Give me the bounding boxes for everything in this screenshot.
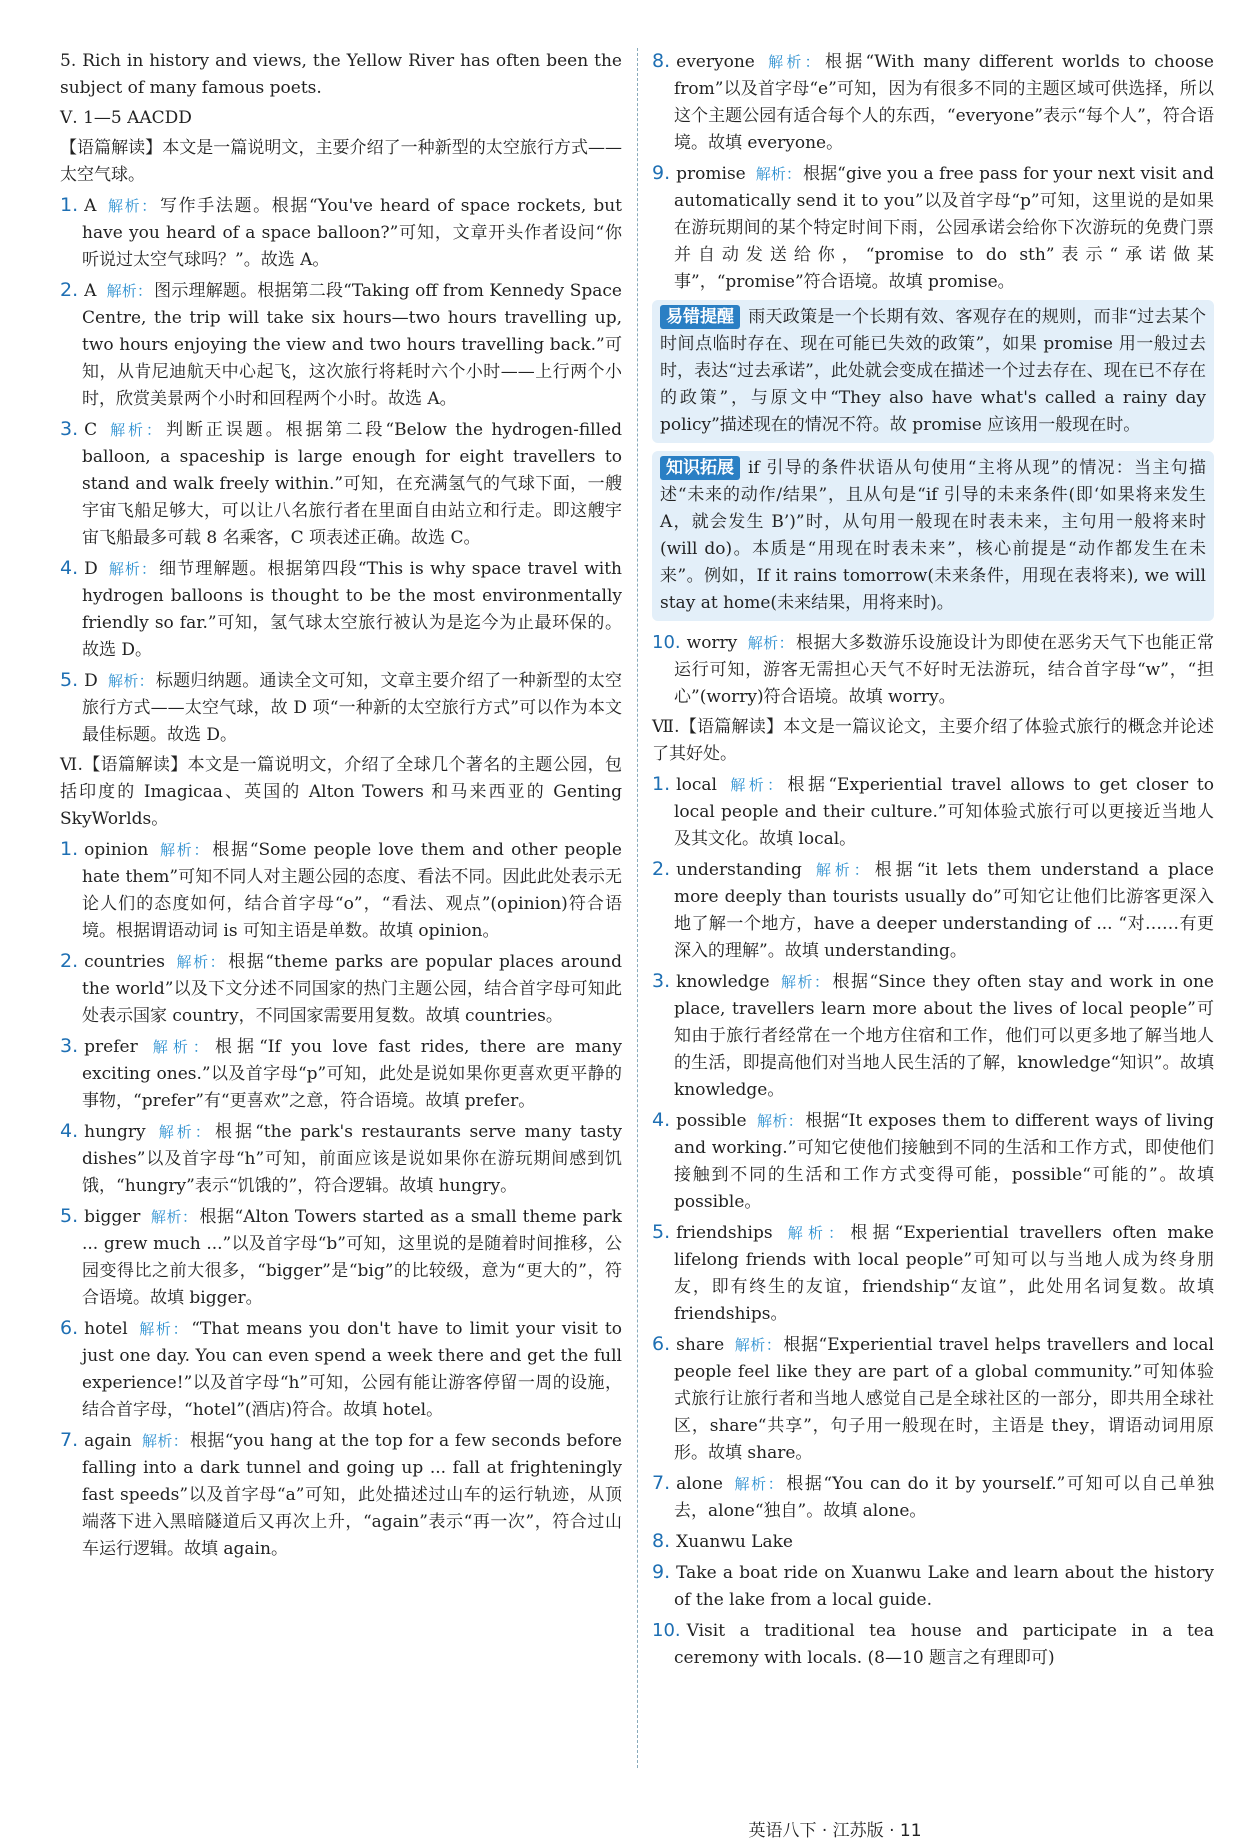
analysis-label: 解析：	[155, 1123, 213, 1141]
item-text: 细节理解题。根据第四段“This is why space travel with hydrogen balloons is thought to be the most environmentally friendly so far.”可知，氢气球太空旅行被认为是迄今为止最环保的。故选 D。	[82, 559, 622, 660]
item-text: 根据“Experiential travellers often make lifelong friends with local people”可知可以与当地人成为终身朋友，即有终生的友谊，friendship“友谊”，此处用名词复数。故填 friendships。	[674, 1223, 1214, 1324]
answer-item	[60, 836, 622, 945]
answer-item	[60, 135, 622, 189]
analysis-label: 解析：	[764, 53, 823, 71]
answer-item	[60, 752, 622, 833]
item-text: 根据“you hang at the top for a few seconds before falling into a dark tunnel and going up ... fall at frighteningly fast speeds”以及首字母“a”可知，此处描述过山车的运行轨迹，从顶端落下进入黑暗隧道后又再次上升，“again”表示“再一次”，符合过山车运行逻辑。故填 again。	[82, 1431, 622, 1559]
item-text: 【语篇解读】本文是一篇说明文，主要介绍了一种新型的太空旅行方式——太空气球。	[60, 138, 622, 185]
answer-item	[60, 1033, 622, 1115]
item-number: 8.	[652, 1530, 671, 1552]
answer-item	[652, 771, 1214, 853]
item-number: 5.	[60, 1205, 79, 1227]
answer-item	[60, 667, 622, 749]
analysis-label: 解析：	[107, 421, 164, 439]
tip-tag: 知识拓展	[660, 456, 740, 480]
item-text: Visit a traditional tea house and participate in a tea ceremony with locals. (8—10 题言之有理即可)	[674, 1621, 1214, 1668]
item-number: 3.	[60, 418, 79, 440]
answer: knowledge	[676, 972, 770, 992]
right-column	[652, 48, 1214, 1675]
item-number: 5.	[60, 669, 79, 691]
analysis-label: 解析：	[734, 1336, 782, 1354]
item-text: Ⅶ.【语篇解读】本文是一篇议论文，主要介绍了体验式旅行的概念并论述了其好处。	[652, 717, 1214, 764]
answer-item	[60, 416, 622, 552]
item-number: 3.	[652, 970, 671, 992]
item-text: 根据“It exposes them to different ways of living and working.”可知它使他们接触到不同的生活和工作方式，即使他们接触到不同的生活和工作方式变得可能，possible“可能的”。故填 possible。	[674, 1111, 1214, 1212]
analysis-label: 解析：	[137, 1320, 190, 1338]
answer-item	[652, 856, 1214, 965]
answer-item	[652, 1107, 1214, 1216]
answer-item	[652, 1470, 1214, 1525]
answer-item	[652, 160, 1214, 296]
analysis-label: 解析：	[756, 1112, 804, 1130]
item-text: 根据“Alton Towers started as a small theme park ... grew much ...”以及首字母“b”可知，这里说的是随着时间推移，公园变得比之前大很多，“bigger”是“big”的比较级，意为“更大的”，符合语境。故填 bigger。	[82, 1207, 622, 1308]
answer-item	[652, 714, 1214, 768]
analysis-label: 解析：	[747, 634, 795, 652]
item-text: 图示理解题。根据第二段“Taking off from Kennedy Space Centre, the trip will take six hours—two hours travelling up, two hours enjoying the view and two hours travelling back.”可知，从肯尼迪航天中心起飞，这次旅行将耗时六个小时——上行两个小时，欣赏美景两个小时和回程两个小时。故选 A。	[82, 281, 622, 409]
answer: everyone	[676, 52, 755, 72]
item-number: 5.	[652, 1221, 671, 1243]
left-column	[60, 48, 622, 1566]
answer-item	[652, 1559, 1214, 1614]
answer-item	[652, 48, 1214, 157]
item-number: 1.	[60, 838, 79, 860]
answer: countries	[84, 952, 165, 972]
analysis-label: 解析：	[755, 165, 802, 183]
item-number: 6.	[652, 1333, 671, 1355]
analysis-label: 解析：	[726, 776, 786, 794]
footer-text: 英语八下 · 江苏版 · 11	[748, 1821, 922, 1841]
item-text: 根据“If you love fast rides, there are many exciting ones.”以及首字母“p”可知，此处是说如果你更喜欢更平静的事物，“prefer”有“更喜欢”之意，符合语境。故填 prefer。	[82, 1037, 622, 1111]
analysis-label: 解析：	[779, 973, 831, 991]
answer-item	[60, 948, 622, 1030]
item-number: 1.	[60, 194, 79, 216]
column-divider	[637, 48, 638, 1768]
answer: opinion	[84, 840, 149, 860]
tip-box	[652, 300, 1214, 443]
item-text: 根据“Experiential travel helps travellers and local people feel like they are part of a global community.”可知体验式旅行让旅行者和当地人感觉自己是全球社区的一部分，即共用全球社区，share“共享”，句子用一般现在时，主语是 they，谓语动词用原形。故填 share。	[674, 1335, 1214, 1463]
item-text: 根据大多数游乐设施设计为即使在恶劣天气下也能正常运行可知，游客无需担心天气不好时无法游玩，结合首字母“w”，“担心”(worry)符合语境。故填 worry。	[674, 633, 1214, 707]
answer: again	[84, 1431, 132, 1451]
analysis-label: 解析：	[141, 1432, 189, 1450]
item-text: 根据“give you a free pass for your next visit and automatically send it to you”以及首字母“p”可知，这里说的是如果在游玩期间的某个特定时间下雨，公园承诺会给你下次游玩的免费门票并自动发送给你，“promise to do sth”表示“承诺做某事”，“promise”符合语境。故填 promise。	[674, 164, 1214, 292]
answer-item	[60, 1118, 622, 1200]
analysis-label: 解析：	[107, 560, 158, 578]
answer-item	[60, 555, 622, 664]
item-text: Ⅵ.【语篇解读】本文是一篇说明文，介绍了全球几个著名的主题公园，包括印度的 Imagicaa、英国的 Alton Towers 和马来西亚的 Genting SkyWorlds。	[60, 755, 622, 829]
item-number: 7.	[60, 1429, 79, 1451]
answer: local	[676, 775, 717, 795]
item-text: 根据“it lets them understand a place more deeply than tourists usually do”可知它让他们比游客更深入地了解一个地方，have a deeper understanding of ... “对……有更深入的理解”。故填 understanding。	[674, 860, 1214, 961]
tip-text: if 引导的条件状语从句使用“主将从现”的情况：当主句描述“未来的动作/结果”，且从句是“if 引导的未来条件(即‘如果将来发生 A，就会发生 B’)”时，从句用一般现在时表未来，主句用一般将来时(will do)。本质是“用现在时表未来”，核心前提是“动作都发生在未来”。例如，If it rains tomorrow(未来条件，用现在表将来), we will stay at home(未来结果，用将来时)。	[660, 458, 1206, 613]
answer: understanding	[676, 860, 802, 880]
answer: friendships	[676, 1223, 773, 1243]
answer-item	[652, 1219, 1214, 1328]
item-text: 根据“Experiential travel allows to get closer to local people and their culture.”可知体验式旅行可以更接近当地人及其文化。故填 local。	[674, 775, 1214, 849]
analysis-label: 解析：	[107, 672, 154, 690]
item-text: 根据“With many different worlds to choose from”以及首字母“e”可知，因为有很多不同的主题区域可供选择，所以这个主题公园有适合每个人的东西，“everyone”表示“每个人”，符合语境。故填 everyone。	[674, 52, 1214, 153]
analysis-label: 解析：	[147, 1038, 213, 1056]
item-number: 8.	[652, 50, 671, 72]
answer: prefer	[84, 1037, 138, 1057]
item-text: 根据“the park's restaurants serve many tasty dishes”以及首字母“h”可知，前面应该是说如果你在游玩期间感到饥饿，“hungry”表示“饥饿的”，符合逻辑。故填 hungry。	[82, 1122, 622, 1196]
analysis-label: 解析：	[732, 1475, 785, 1493]
item-text: 根据“theme parks are popular places around the world”以及下文分述不同国家的热门主题公园，结合首字母可知此处表示国家 country，不同国家需要用复数。故填 countries。	[82, 952, 622, 1026]
analysis-label: 解析：	[106, 282, 153, 300]
answer-item	[652, 629, 1214, 711]
item-text: 5. Rich in history and views, the Yellow River has often been the subject of many famous poets.	[60, 51, 622, 98]
analysis-label: 解析：	[782, 1224, 849, 1242]
analysis-label: 解析：	[811, 861, 873, 879]
answer: C	[84, 420, 98, 440]
item-text: 判断正误题。根据第二段“Below the hydrogen-filled balloon, a spaceship is large enough for eight travellers to stand and walk freely within.”可知，在充满氢气的气球下面，一艘宇宙飞船足够大，可以让八名旅行者在里面自由站立和行走。即这艘宇宙飞船最多可载 8 名乘客，C 项表述正确。故选 C。	[82, 420, 622, 548]
item-number: 4.	[60, 1120, 79, 1142]
analysis-label: 解析：	[174, 953, 227, 971]
item-number: 4.	[60, 557, 79, 579]
answer: D	[84, 671, 98, 691]
item-text: Xuanwu Lake	[676, 1532, 793, 1552]
answer: worry	[686, 633, 738, 653]
tip-box	[652, 451, 1214, 621]
item-number: 10.	[652, 632, 681, 653]
answer-item	[60, 277, 622, 413]
answer-item	[60, 1315, 622, 1424]
answer: hotel	[84, 1319, 128, 1339]
item-number: 7.	[652, 1472, 671, 1494]
item-text: 标题归纳题。通读全文可知，文章主要介绍了一种新型的太空旅行方式——太空气球，故 D 项“一种新的太空旅行方式”可以作为本文最佳标题。故选 D。	[82, 671, 622, 745]
item-text: 根据“Some people love them and other people hate them”可知不同人对主题公园的态度、看法不同。因此此处表示无论人们的态度如何，结合首字母“o”，“看法、观点”(opinion)符合语境。根据谓语动词 is 可知主语是单数。故填 opinion。	[82, 840, 622, 941]
answer-item	[652, 1331, 1214, 1467]
tip-text: 雨天政策是一个长期有效、客观存在的规则，而非“过去某个时间点临时存在、现在可能已失效的政策”，如果 promise 用一般过去时，表达“过去承诺”，此处就会变成在描述一个过去存在、现在已不存在的政策”，与原文中“They also have what's called a rainy day policy”描述现在的情况不符。故 promise 应该用一般现在时。	[660, 307, 1206, 435]
answer: bigger	[84, 1207, 141, 1227]
answer: A	[84, 196, 97, 216]
item-number: 1.	[652, 773, 671, 795]
answer-item	[60, 48, 622, 102]
answer: alone	[676, 1474, 723, 1494]
item-number: 2.	[652, 858, 671, 880]
answer-item	[60, 1427, 622, 1563]
item-number: 9.	[652, 162, 671, 184]
answer-item	[652, 1617, 1214, 1672]
item-number: 3.	[60, 1035, 79, 1057]
analysis-label: 解析：	[158, 841, 211, 859]
answer: share	[676, 1335, 725, 1355]
answer: hungry	[84, 1122, 146, 1142]
item-text: “That means you don't have to limit your visit to just one day. You can even spend a week there and get the full experience!”以及首字母“h”可知，公园有能让游客停留一周的设施，结合首字母，“hotel”(酒店)符合。故填 hotel。	[82, 1319, 622, 1420]
item-text: Ⅴ. 1—5 AACDD	[60, 108, 192, 128]
answer: possible	[676, 1111, 747, 1131]
answer: D	[84, 559, 98, 579]
item-text: 写作手法题。根据“You've heard of space rockets, but have you heard of a space balloon?”可知，文章开头作者设问“你听说过太空气球吗？”。故选 A。	[82, 196, 622, 270]
item-number: 2.	[60, 279, 79, 301]
item-text: 根据“You can do it by yourself.”可知可以自己单独去，alone“独自”。故填 alone。	[674, 1474, 1214, 1521]
item-number: 4.	[652, 1109, 671, 1131]
answer-item	[652, 1528, 1214, 1556]
answer-item	[60, 105, 622, 132]
analysis-label: 解析：	[150, 1208, 198, 1226]
item-number: 6.	[60, 1317, 79, 1339]
item-text: Take a boat ride on Xuanwu Lake and learn about the history of the lake from a local guide.	[674, 1563, 1214, 1610]
answer-item	[60, 1203, 622, 1312]
tip-tag: 易错提醒	[660, 305, 740, 329]
item-number: 2.	[60, 950, 79, 972]
item-number: 9.	[652, 1561, 671, 1583]
item-number: 10.	[652, 1620, 681, 1641]
answer: promise	[676, 164, 746, 184]
answer-item	[652, 968, 1214, 1104]
answer: A	[84, 281, 97, 301]
item-text: 根据“Since they often stay and work in one place, travellers learn more about the lives of local people”可知由于旅行者经常在一个地方住宿和工作，他们可以更多地了解当地人的生活，即提高他们对当地人民生活的了解，knowledge“知识”。故填 knowledge。	[674, 972, 1214, 1100]
answer-item	[60, 192, 622, 274]
page-footer	[0, 1818, 1250, 1845]
analysis-label: 解析：	[106, 197, 158, 215]
